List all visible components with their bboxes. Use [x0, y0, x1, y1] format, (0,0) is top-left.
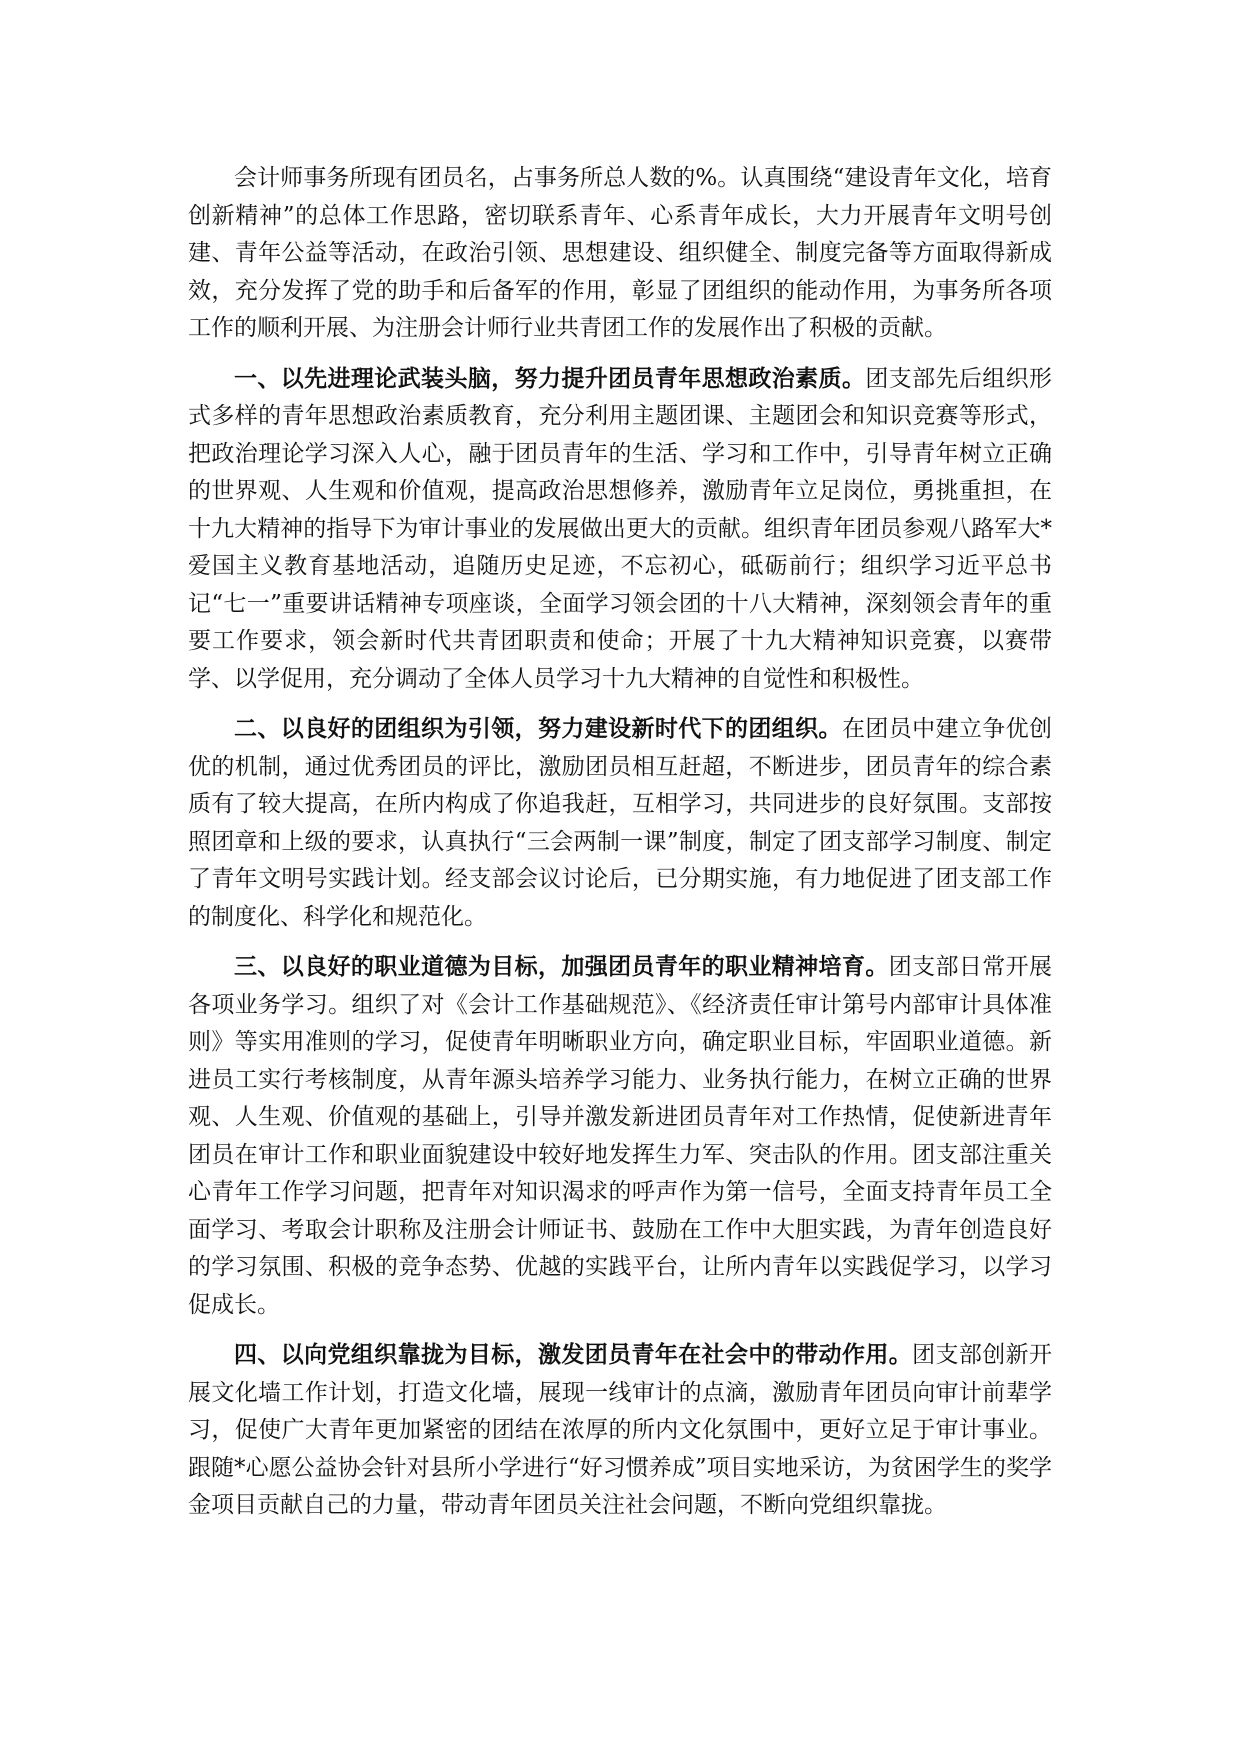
section-four-body: 团支部创新开展文化墙工作计划，打造文化墙，展现一线审计的点滴，激励青年团员向审计前辈学习，促使广大青年更加紧密的团结在浓厚的所内文化氛围中，更好立足于审计事业。跟随*心愿公益协会针对县所小学进行“好习惯养成”项目实地采访，为贫困学生的奖学金项目贡献自己的力量，带动青年团员关注社会问题，不断向党组织靠拢。 — [188, 1342, 1053, 1518]
paragraph-body: 会计师事务所现有团员名，占事务所总人数的%。认真围绕“建设青年文化，培育创新精神”的总体工作思路，密切联系青年、心系青年成长，大力开展青年文明号创建、青年公益等活动，在政治引领、思想建设、组织健全、制度完备等方面取得新成效，充分发挥了党的助手和后备军的作用，彰显了团组织的能动作用，为事务所各项工作的顺利开展、为注册会计师行业共青团工作的发展作出了积极的贡献。 — [188, 165, 1052, 341]
section-four-paragraph — [188, 1337, 1052, 1525]
section-four-heading: 四、以向党组织靠拢为目标，激发团员青年在社会中的带动作用。 — [234, 1342, 913, 1368]
section-three-heading: 三、以良好的职业道德为目标，加强团员青年的职业精神培育。 — [234, 954, 889, 980]
document-page — [188, 160, 1052, 1538]
intro-paragraph — [188, 160, 1052, 348]
section-three-paragraph — [188, 949, 1052, 1324]
section-one-heading: 一、以先进理论武装头脑，努力提升团员青年思想政治素质。 — [234, 365, 866, 392]
section-two-heading: 二、以良好的团组织为引领，努力建设新时代下的团组织。 — [234, 716, 842, 742]
section-one-body: 团支部先后组织形式多样的青年思想政治素质教育，充分利用主题团课、主题团会和知识竞赛等形式，把政治理论学习深入人心，融于团员青年的生活、学习和工作中，引导青年树立正确的世界观、人生观和价值观，提高政治思想修养，激励青年立足岗位，勇挑重担，在十九大精神的指导下为审计事业的发展做出更大的贡献。组织青年团员参观八路军大*爱国主义教育基地活动，追随历史足迹，不忘初心，砥砺前行；组织学习近平总书记“七一”重要讲话精神专项座谈，全面学习领会团的十八大精神，深刻领会青年的重要工作要求，领会新时代共青团职责和使命；开展了十九大精神知识竞赛，以赛带学、以学促用，充分调动了全体人员学习十九大精神的自觉性和积极性。 — [188, 365, 1053, 692]
section-two-paragraph — [188, 711, 1052, 936]
section-one-paragraph — [188, 361, 1052, 699]
section-two-body: 在团员中建立争优创优的机制，通过优秀团员的评比，激励团员相互赶超，不断进步，团员青年的综合素质有了较大提高，在所内构成了你追我赶，互相学习，共同进步的良好氛围。支部按照团章和上级的要求，认真执行“三会两制一课”制度，制定了团支部学习制度、制定了青年文明号实践计划。经支部会议讨论后，已分期实施，有力地促进了团支部工作的制度化、科学化和规范化。 — [188, 716, 1053, 930]
section-three-body: 团支部日常开展各项业务学习。组织了对《会计工作基础规范》、《经济责任审计第号内部审计具体准则》等实用准则的学习，促使青年明晰职业方向，确定职业目标，牢固职业道德。新进员工实行考核制度，从青年源头培养学习能力、业务执行能力，在树立正确的世界观、人生观、价值观的基础上，引导并激发新进团员青年对工作热情，促使新进青年团员在审计工作和职业面貌建设中较好地发挥生力军、突击队的作用。团支部注重关心青年工作学习问题，把青年对知识渴求的呼声作为第一信号，全面支持青年员工全面学习、考取会计职称及注册会计师证书、鼓励在工作中大胆实践，为青年创造良好的学习氛围、积极的竞争态势、优越的实践平台，让所内青年以实践促学习，以学习促成长。 — [188, 954, 1053, 1318]
